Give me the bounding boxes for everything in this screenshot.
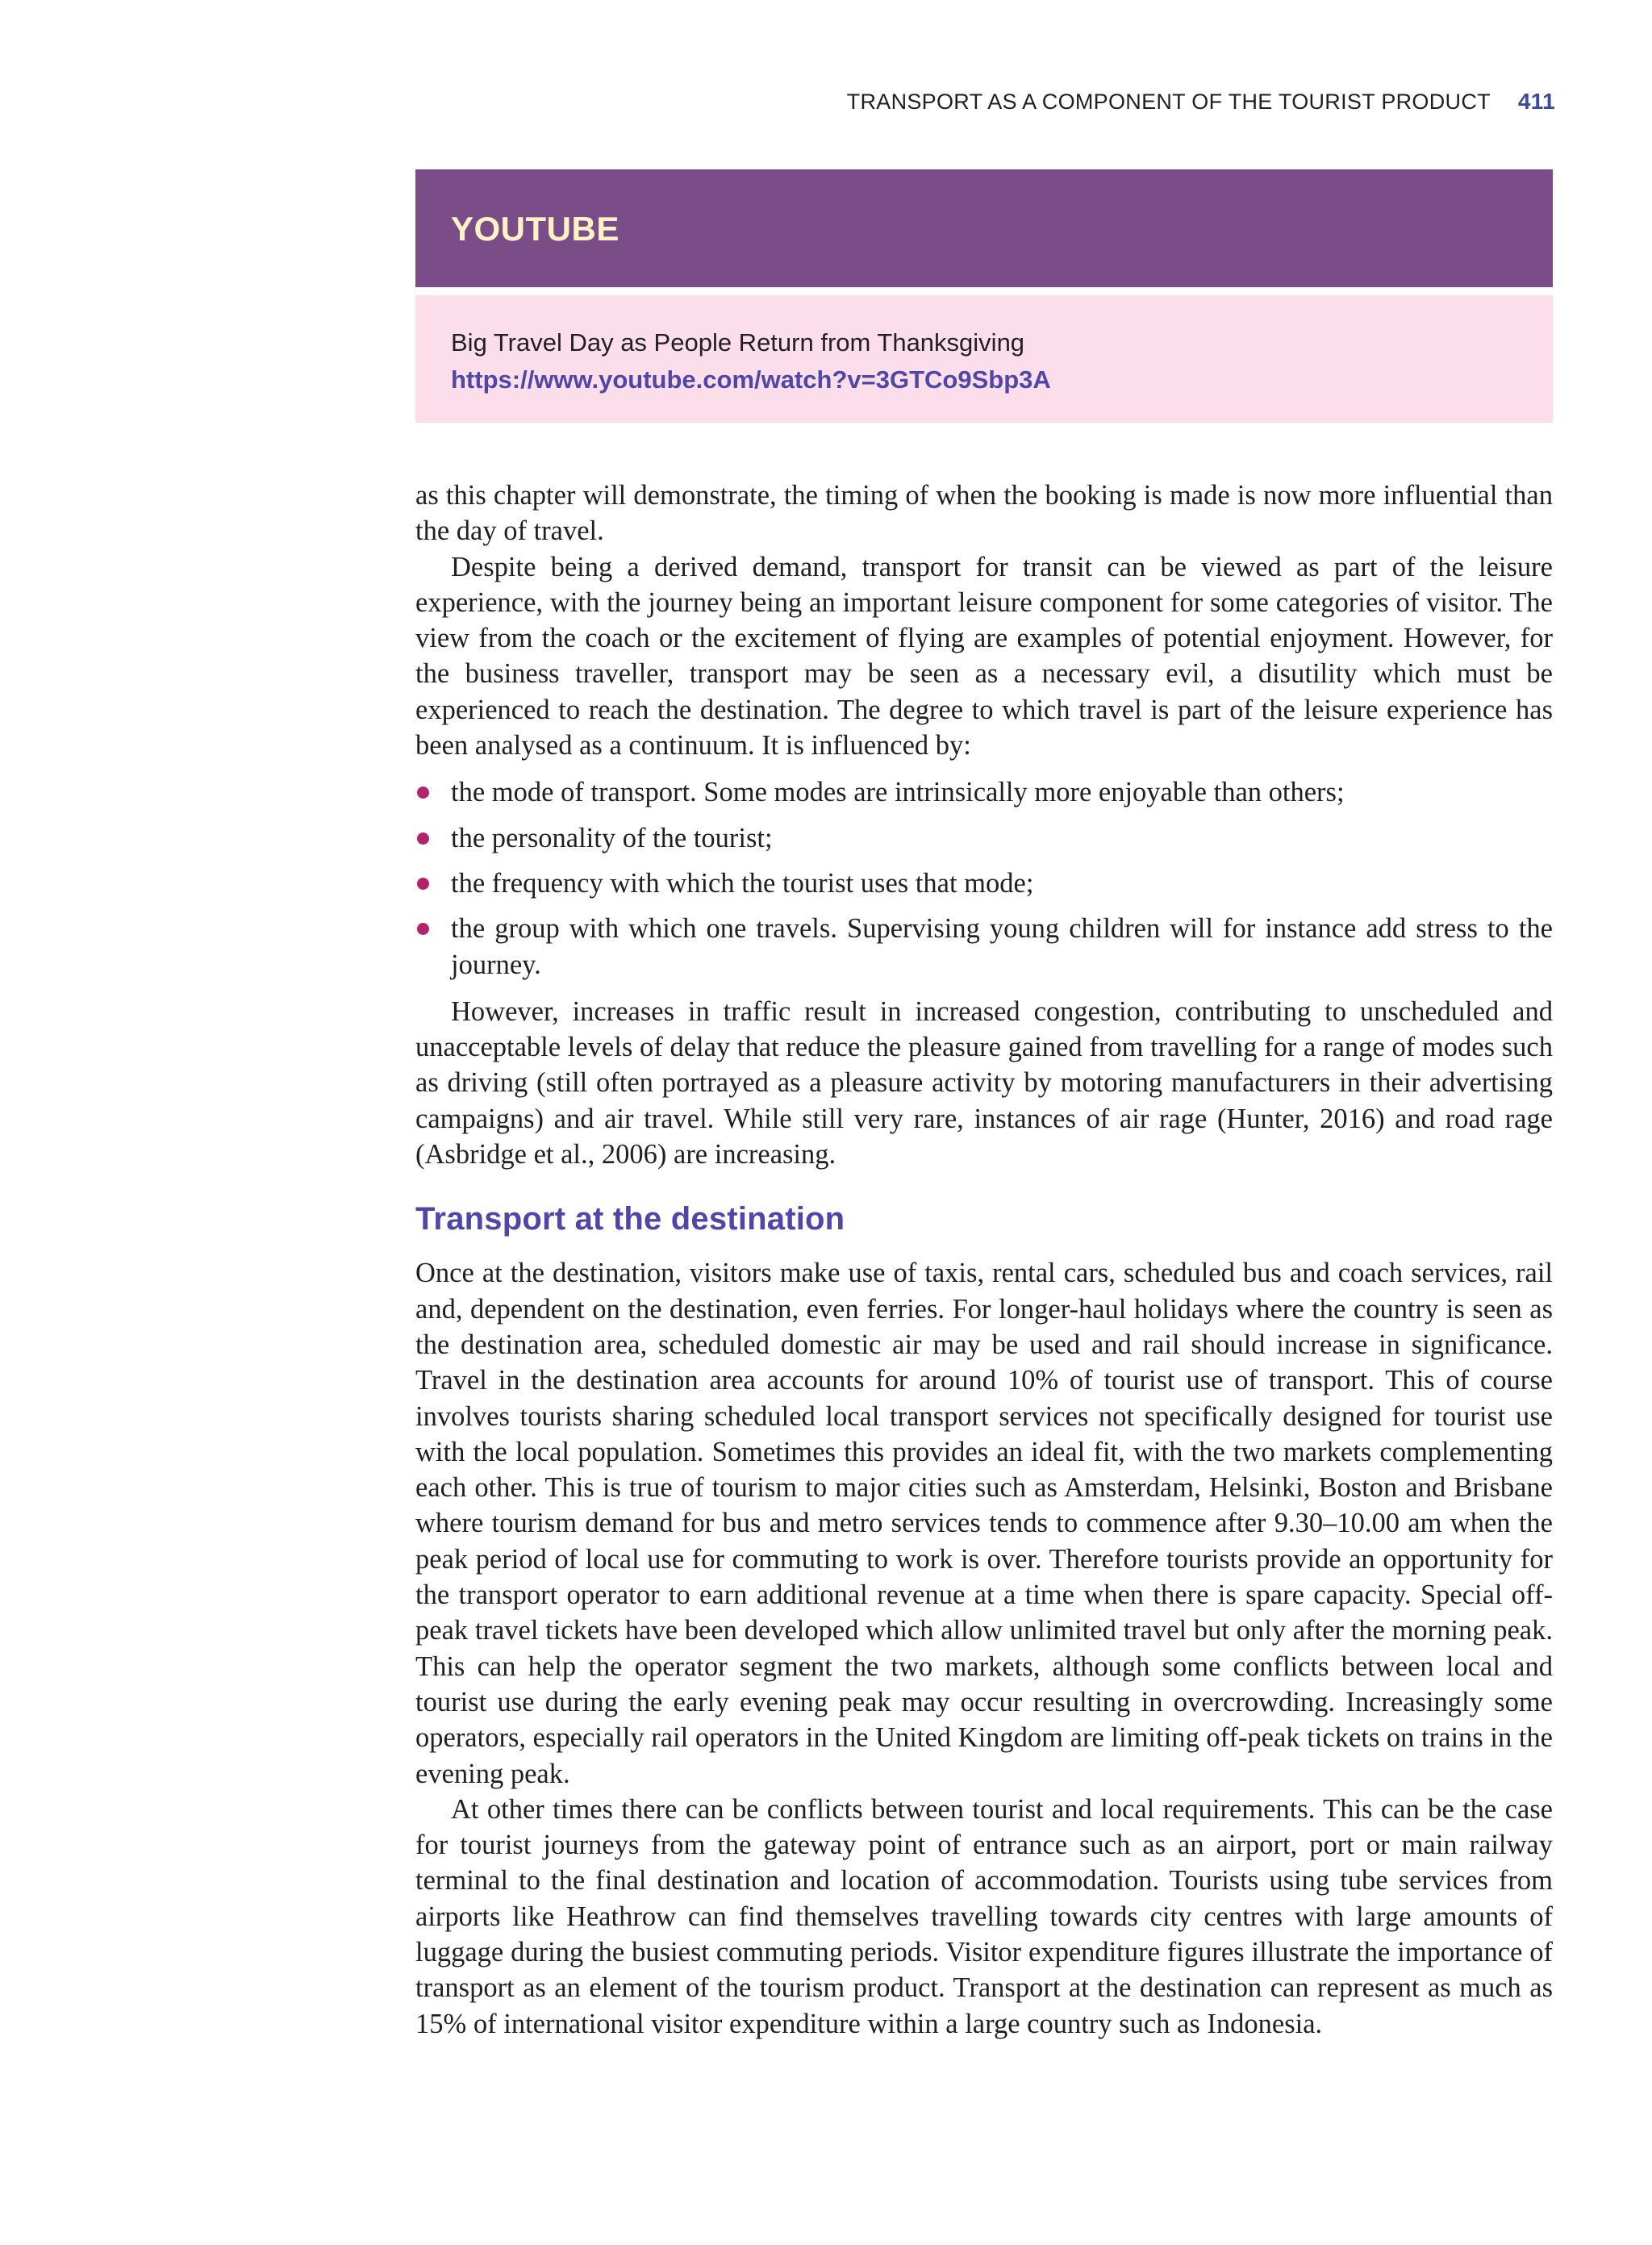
- paragraph-congestion: However, increases in traffic result in increased congestion, contributing to unscheduled and unacceptable levels of delay that reduce the pleasure gained from travelling for a range of modes such as driving (still often portrayed as a pleasure activity by motoring manufacturers in their advertising campaigns) and air travel. While still very rare, instances of air rage (Hunter, 2016) and road rage (Asbridge et al., 2006) are increasing.: [415, 995, 1553, 1170]
- bullet-icon: [417, 878, 429, 890]
- list-item: the group with which one travels. Supervising young children will for instance add stress to the journey.: [415, 911, 1553, 983]
- bullet-icon: [417, 923, 429, 935]
- list-item: the frequency with which the tourist uses that mode;: [415, 866, 1553, 901]
- list-item: the personality of the tourist;: [415, 820, 1553, 856]
- page-number: 411: [1517, 89, 1555, 114]
- youtube-box-heading: YOUTUBE: [451, 210, 620, 248]
- influence-list: [415, 774, 1553, 982]
- running-head-title: TRANSPORT AS A COMPONENT OF THE TOURIST PRODUCT: [846, 90, 1491, 114]
- paragraph-continuation: as this chapter will demonstrate, the timing of when the booking is made is now more influential than the day of travel.: [415, 480, 1553, 547]
- youtube-box: [415, 169, 1553, 423]
- running-head: [847, 89, 1555, 115]
- paragraph-leisure-experience: Despite being a derived demand, transport for transit can be viewed as part of the leisure experience, with the journey being an important leisure component for some categories of visitor. The view from the coach or the excitement of flying are examples of potential enjoyment. However, for the business traveller, transport may be seen as a necessary evil, a disutility which must be experienced to reach the destination. The degree to which travel is part of the leisure experience has been analysed as a continuum. It is influenced by:: [415, 551, 1553, 762]
- section-heading: Transport at the destination: [415, 1201, 845, 1237]
- bullet-icon: [417, 787, 429, 799]
- paragraph-destination: Once at the destination, visitors make use of taxis, rental cars, scheduled bus and coach services, rail and, dependent on the destination, even ferries. For longer-haul holidays where the country is seen as the destination area, scheduled domestic air may be used and rail should increase in significance. Travel in the destination area accounts for around 10% of tourist use of transport. This of course involves tourists sharing scheduled local transport services not specifically designed for tourist use with the local population. Sometimes this provides an ideal fit, with the two markets complementing each other. This is true of tourism to major cities such as Amsterdam, Helsinki, Boston and Brisbane where tourism demand for bus and metro services tends to commence after 9.30–10.00 am when the peak period of local use for commuting to work is over. Therefore tourists provide an opportunity for the transport operator to earn additional revenue at a time when there is spare capacity. Special off-peak travel tickets have been developed which allow unlimited travel but only after the morning peak. This can help the operator segment the two markets, although some conflicts between local and tourist use during the early evening peak may occur resulting in overcrowding. Increasingly some operators, especially rail operators in the United Kingdom are limiting off-peak tickets on trains in the evening peak.: [415, 1258, 1553, 1789]
- main-text: [415, 478, 1553, 2042]
- youtube-box-body: [415, 295, 1553, 423]
- bullet-icon: [417, 832, 429, 845]
- youtube-box-header: [415, 169, 1553, 287]
- list-item: the mode of transport. Some modes are intrinsically more enjoyable than others;: [415, 774, 1553, 810]
- paragraph-conflicts: At other times there can be conflicts between tourist and local requirements. This can be the case for tourist journeys from the gateway point of entrance such as an airport, port or main railway terminal to the final destination and location of accommodation. Tourists using tube services from airports like Heathrow can find themselves travelling towards city centres with large amounts of luggage during the busiest commuting periods. Visitor expenditure figures illustrate the importance of transport as an element of the tourism product. Transport at the destination can represent as much as 15% of international visitor expenditure within a large country such as Indonesia.: [415, 1793, 1553, 2039]
- video-link[interactable]: https://www.youtube.com/watch?v=3GTCo9Sbp3A: [451, 365, 1051, 394]
- video-title: Big Travel Day as People Return from Thanksgiving: [451, 328, 1025, 357]
